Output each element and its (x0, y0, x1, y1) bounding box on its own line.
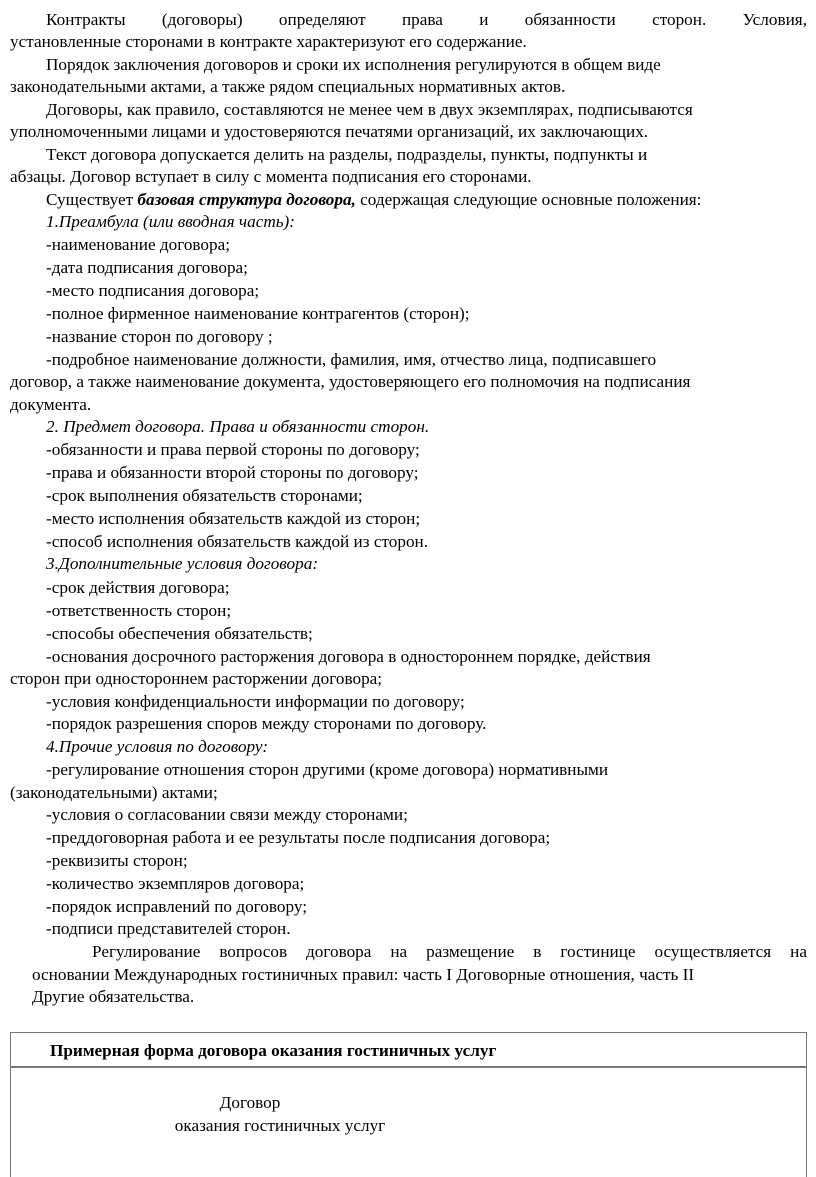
paragraph-6-line-1: Регулирование вопросов договора на размещение в гостинице осуществляется на (92, 942, 807, 961)
paragraph-6-line-2: основании Международных гостиничных правил: часть I Договорные отношения, часть II (32, 965, 695, 984)
section-4-item-1-line-1: -регулирование отношения сторон другими (кроме договора) нормативными (46, 760, 609, 779)
paragraph-2-line-1: Порядок заключения договоров и сроки их исполнения регулируются в общем виде (46, 55, 661, 74)
paragraph-3-line-1: Договоры, как правило, составляются не менее чем в двух экземплярах, подписываются (46, 100, 693, 119)
contract-heading: Договор (219, 1093, 281, 1112)
paragraph-5 (46, 189, 701, 211)
section-2-item-4: -место исполнения обязательств каждой из сторон; (46, 509, 421, 528)
section-4-item-5: -количество экземпляров договора; (46, 874, 305, 893)
section-1-item-5: -название сторон по договору ; (46, 327, 273, 346)
section-1-item-1: -наименование договора; (46, 235, 231, 254)
section-2-title: 2. Предмет договора. Права и обязанности сторон. (46, 417, 430, 436)
paragraph-1-line-2: установленные сторонами в контракте характеризуют его содержание. (10, 32, 527, 51)
section-3-item-6: -порядок разрешения споров между сторонами по договору. (46, 714, 487, 733)
section-3-item-4-line-2: сторон при одностороннем расторжении договора; (10, 669, 383, 688)
paragraph-6-line-3: Другие обязательства. (32, 987, 195, 1006)
section-2-item-5: -способ исполнения обязательств каждой из сторон. (46, 532, 429, 551)
paragraph-5-tail: содержащая следующие основные положения: (355, 190, 702, 209)
paragraph-4-line-2: абзацы. Договор вступает в силу с момента подписания его сторонами. (10, 167, 532, 186)
section-4-item-7: -подписи представителей сторон. (46, 919, 291, 938)
section-1-item-2: -дата подписания договора; (46, 258, 248, 277)
paragraph-5-lead: Существует (46, 190, 138, 209)
section-2-item-1: -обязанности и права первой стороны по договору; (46, 440, 420, 459)
section-4-item-2: -условия о согласовании связи между сторонами; (46, 805, 408, 824)
section-4-item-4: -реквизиты сторон; (46, 851, 188, 870)
section-3-title: 3.Дополнительные условия договора: (46, 554, 319, 573)
section-4-item-6: -порядок исправлений по договору; (46, 897, 307, 916)
section-3-item-3: -способы обеспечения обязательств; (46, 624, 313, 643)
paragraph-2-line-2: законодательными актами, а также рядом специальных нормативных актов. (10, 77, 566, 96)
base-structure-emphasis: базовая структура договора, (137, 190, 356, 209)
sample-form-title: Примерная форма договора оказания гостиничных услуг (50, 1041, 497, 1060)
contract-subheading: оказания гостиничных услуг (174, 1116, 386, 1135)
section-3-item-1: -срок действия договора; (46, 578, 230, 597)
section-1-item-4: -полное фирменное наименование контрагентов (сторон); (46, 304, 470, 323)
section-4-item-3: -преддоговорная работа и ее результаты после подписания договора; (46, 828, 551, 847)
paragraph-4-line-1: Текст договора допускается делить на разделы, подразделы, пункты, подпункты и (46, 145, 648, 164)
section-1-item-3: -место подписания договора; (46, 281, 260, 300)
section-3-item-4-line-1: -основания досрочного расторжения договора в одностороннем порядке, действия (46, 647, 651, 666)
section-2-item-3: -срок выполнения обязательств сторонами; (46, 486, 363, 505)
section-1-item-6-line-1: -подробное наименование должности, фамилия, имя, отчество лица, подписавшего (46, 350, 657, 369)
paragraph-3-line-2: уполномоченными лицами и удостоверяются печатями организаций, их заключающих. (10, 122, 649, 141)
section-3-item-2: -ответственность сторон; (46, 601, 232, 620)
section-4-item-1-line-2: (законодательными) актами; (10, 783, 218, 802)
section-1-title: 1.Преамбула (или вводная часть): (46, 212, 296, 231)
section-1-item-6-line-3: документа. (10, 395, 92, 414)
section-1-item-6-line-2: договор, а также наименование документа, удостоверяющего его полномочия на подписания (10, 372, 691, 391)
section-2-item-2: -права и обязанности второй стороны по договору; (46, 463, 419, 482)
paragraph-1-line-1: Контракты (договоры) определяют права и обязанности сторон. Условия, (46, 10, 807, 29)
section-3-item-5: -условия конфиденциальности информации по договору; (46, 692, 465, 711)
section-4-title: 4.Прочие условия по договору: (46, 737, 269, 756)
